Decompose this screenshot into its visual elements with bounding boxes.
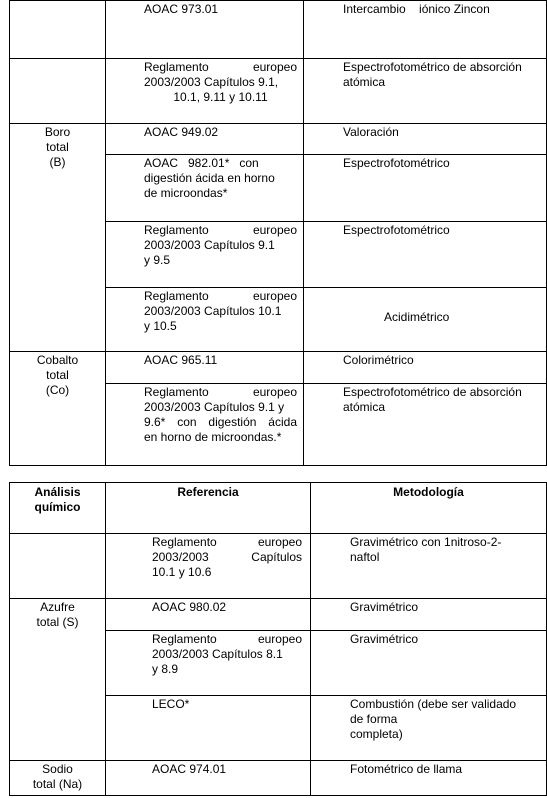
method-text: naftol: [350, 550, 380, 564]
analysis-text: Azufre: [40, 600, 75, 614]
header-text: Análisis: [34, 485, 81, 499]
reference-cell: [106, 59, 304, 124]
analysis-text: total (S): [36, 615, 79, 629]
method-text: de forma: [350, 712, 398, 726]
reference-text: LECO*: [152, 697, 190, 711]
analysis-cell: [10, 534, 106, 599]
reference-text: y 10.5: [144, 319, 177, 333]
method-text: Combustión (debe ser validado: [350, 697, 517, 711]
reference-text: 10.1, 9.11 y 10.11: [173, 90, 268, 104]
method-cell: [304, 352, 547, 384]
reference-text: 10.1 y 10.6: [152, 565, 212, 579]
method-text: Acidimétrico: [384, 310, 450, 324]
reference-text: AOAC 980.02: [152, 600, 227, 614]
header-text: químico: [34, 500, 81, 514]
method-cell: [304, 1, 547, 59]
table-row: [10, 1, 547, 59]
reference-cell: [106, 631, 311, 696]
reference-text: AOAC 965.11: [144, 353, 218, 367]
method-cell: [304, 124, 547, 155]
method-text: Intercambio iónico Zincon: [343, 2, 490, 16]
reference-text: Reglamento europeo: [144, 289, 297, 303]
table-row: [10, 124, 547, 155]
analysis-text: Sodio: [42, 762, 73, 776]
analysis-cell: [10, 124, 106, 352]
method-text: Colorimétrico: [343, 353, 414, 367]
method-text: Gravimétrico: [350, 632, 419, 646]
method-text: Fotométrico de llama: [350, 762, 463, 776]
method-cell: [304, 288, 547, 352]
header-analysis: [10, 483, 106, 534]
method-cell: [304, 155, 547, 222]
analysis-cell: [10, 59, 106, 124]
analysis-text: (Co): [45, 383, 70, 397]
analysis-cell: [10, 599, 106, 761]
reference-text: de microondas*: [144, 186, 228, 200]
reference-text: Reglamento europeo: [144, 223, 297, 237]
method-text: Espectrofotométrico: [343, 223, 450, 237]
reference-text: digestión ácida en horno: [144, 171, 275, 185]
reference-text: 9.6* con digestión ácida: [144, 415, 297, 429]
reference-cell: [106, 288, 304, 352]
reference-cell: [106, 696, 311, 761]
table-row: [10, 352, 547, 384]
reference-text: en horno de microondas.*: [144, 430, 282, 444]
reference-text: AOAC 982.01* con: [144, 156, 259, 170]
analysis-text: (B): [49, 155, 66, 169]
method-cell: [311, 534, 547, 599]
method-text: completa): [350, 727, 403, 741]
analysis-text: total: [46, 368, 69, 382]
method-text: Valoración: [343, 125, 399, 139]
methods-table: [9, 482, 547, 796]
method-text: Espectrofotométrico: [343, 156, 450, 170]
reference-text: AOAC 974.01: [152, 762, 227, 776]
reference-text: 2003/2003 Capítulos 9.1,: [144, 75, 279, 89]
reference-cell: [106, 222, 304, 288]
method-cell: [311, 599, 547, 631]
reference-cell: [106, 352, 304, 384]
reference-text: Reglamento europeo: [144, 60, 297, 74]
method-text: Espectrofotométrico de absorción: [343, 385, 522, 399]
reference-text: 2003/2003 Capítulos 9.1 y: [144, 400, 285, 414]
method-cell: [311, 761, 547, 796]
table-row: [10, 761, 547, 796]
analysis-cell: [10, 761, 106, 796]
method-text: atómica: [343, 400, 386, 414]
reference-text: Reglamento europeo: [152, 535, 302, 549]
reference-cell: [106, 384, 304, 466]
method-text: Espectrofotométrico de absorción: [343, 60, 522, 74]
analysis-text: total: [46, 140, 69, 154]
reference-text: 2003/2003 Capítulos: [152, 550, 302, 564]
methods-table-continuation: [9, 0, 547, 466]
analysis-text: Boro: [44, 125, 71, 139]
method-text: Gravimétrico: [350, 600, 419, 614]
reference-text: Reglamento europeo: [152, 632, 302, 646]
reference-cell: [106, 124, 304, 155]
analysis-text: Cobalto: [36, 353, 79, 367]
reference-text: Reglamento europeo: [144, 385, 297, 399]
method-cell: [304, 222, 547, 288]
method-cell: [311, 696, 547, 761]
reference-cell: [106, 761, 311, 796]
reference-text: AOAC 973.01: [144, 2, 219, 16]
table-row: [10, 599, 547, 631]
reference-cell: [106, 155, 304, 222]
header-text: Referencia: [177, 485, 239, 499]
method-cell: [304, 384, 547, 466]
method-text: atómica: [343, 75, 386, 89]
reference-text: 2003/2003 Capítulos 8.1: [152, 647, 283, 661]
method-text: Gravimétrico con 1nitroso-2-: [350, 535, 502, 549]
header-text: Metodología: [393, 485, 464, 499]
analysis-cell: [10, 352, 106, 466]
reference-text: y 8.9: [152, 662, 179, 676]
reference-cell: [106, 534, 311, 599]
reference-text: 2003/2003 Capítulos 10.1: [144, 304, 282, 318]
table-row: [10, 534, 547, 599]
reference-cell: [106, 1, 304, 59]
table-row: [10, 59, 547, 124]
analysis-text: total (Na): [32, 777, 83, 791]
method-cell: [304, 59, 547, 124]
method-cell: [311, 631, 547, 696]
header-method: [311, 483, 547, 534]
header-reference: [106, 483, 311, 534]
analysis-cell: [10, 1, 106, 59]
reference-text: AOAC 949.02: [144, 125, 219, 139]
table-header-row: [10, 483, 547, 534]
reference-text: y 9.5: [144, 253, 171, 267]
reference-cell: [106, 599, 311, 631]
reference-text: 2003/2003 Capítulos 9.1: [144, 238, 275, 252]
